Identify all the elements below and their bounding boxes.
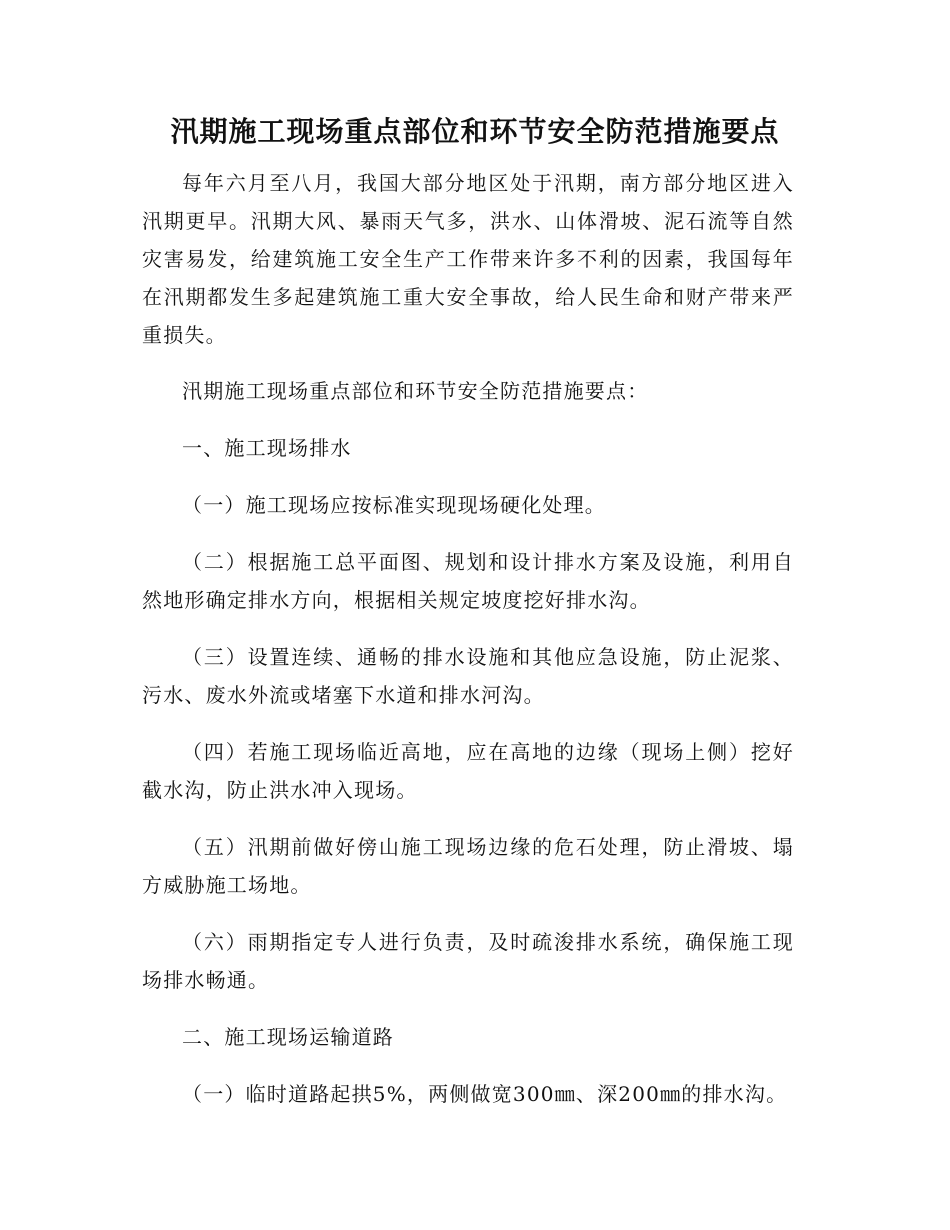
section-heading-roads: 二、施工现场运输道路 <box>182 1025 394 1049</box>
drainage-item-1: （一）施工现场应按标准实现现场硬化处理。 <box>182 493 606 517</box>
section-heading-drainage: 一、施工现场排水 <box>182 436 352 460</box>
document-body <box>142 164 794 1132</box>
drainage-item-6: （六）雨期指定专人进行负责，及时疏浚排水系统，确保施工现场排水畅通。 <box>142 930 794 992</box>
summary-line: 汛期施工现场重点部位和环节安全防范措施要点： <box>182 379 649 403</box>
roads-item-1: （一）临时道路起拱5%，两侧做宽300㎜、深200㎜的排水沟。 <box>182 1082 788 1106</box>
drainage-item-4: （四）若施工现场临近高地，应在高地的边缘（现场上侧）挖好截水沟，防止洪水冲入现场。 <box>142 740 794 802</box>
intro-paragraph: 每年六月至八月，我国大部分地区处于汛期，南方部分地区进入汛期更早。汛期大风、暴雨天气多，洪水、山体滑坡、泥石流等自然灾害易发，给建筑施工安全生产工作带来许多不利的因素，我国每年在汛期都发生多起建筑施工重大安全事故，给人民生命和财产带来严重损失。 <box>142 171 794 347</box>
drainage-item-2: （二）根据施工总平面图、规划和设计排水方案及设施，利用自然地形确定排水方向，根据相关规定坡度挖好排水沟。 <box>142 550 794 612</box>
drainage-item-5: （五）汛期前做好傍山施工现场边缘的危石处理，防止滑坡、塌方威胁施工场地。 <box>142 835 794 897</box>
document-title: 汛期施工现场重点部位和环节安全防范措施要点 <box>170 115 780 148</box>
drainage-item-3: （三）设置连续、通畅的排水设施和其他应急设施，防止泥浆、污水、废水外流或堵塞下水道和排水河沟。 <box>142 645 794 707</box>
